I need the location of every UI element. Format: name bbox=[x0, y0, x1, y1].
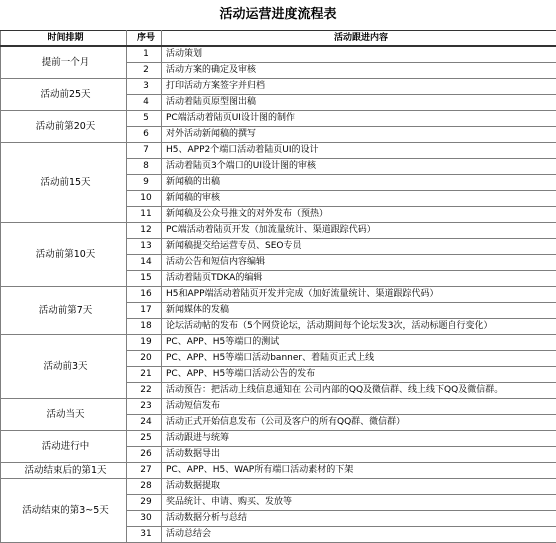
activity-content-cell: PC、APP、H5等端口活动公告的发布 bbox=[162, 367, 556, 383]
table-row bbox=[1, 399, 556, 415]
time-period-cell: 活动前25天 bbox=[1, 79, 127, 111]
activity-content-cell: H5、APP2个端口活动着陆页UI的设计 bbox=[162, 143, 556, 159]
sequence-number-cell: 9 bbox=[127, 175, 162, 191]
activity-content-cell: 活动策划 bbox=[162, 46, 556, 63]
sequence-number-cell: 26 bbox=[127, 447, 162, 463]
sequence-number-cell: 24 bbox=[127, 415, 162, 431]
time-period-cell: 活动前第20天 bbox=[1, 111, 127, 143]
table-row bbox=[1, 46, 556, 63]
sequence-number-cell: 27 bbox=[127, 463, 162, 479]
activity-content-cell: PC、APP、H5等端口活动banner、着陆页正式上线 bbox=[162, 351, 556, 367]
sequence-number-cell: 20 bbox=[127, 351, 162, 367]
activity-content-cell: 新闻媒体的发稿 bbox=[162, 303, 556, 319]
sequence-number-cell: 25 bbox=[127, 431, 162, 447]
activity-content-cell: PC端活动着陆页UI设计图的制作 bbox=[162, 111, 556, 127]
sequence-number-cell: 21 bbox=[127, 367, 162, 383]
activity-content-cell: 新闻稿及公众号推文的对外发布（预热） bbox=[162, 207, 556, 223]
time-period-cell: 活动前15天 bbox=[1, 143, 127, 223]
activity-content-cell: PC、APP、H5等端口的测试 bbox=[162, 335, 556, 351]
sequence-number-cell: 6 bbox=[127, 127, 162, 143]
sequence-number-cell: 10 bbox=[127, 191, 162, 207]
table-body bbox=[1, 46, 556, 543]
sequence-number-cell: 7 bbox=[127, 143, 162, 159]
sequence-number-cell: 1 bbox=[127, 46, 162, 63]
page-title: 活动运营进度流程表 bbox=[0, 0, 556, 30]
activity-content-cell: 新闻稿的出稿 bbox=[162, 175, 556, 191]
activity-content-cell: 活动公告和短信内容编辑 bbox=[162, 255, 556, 271]
activity-content-cell: 活动总结会 bbox=[162, 527, 556, 543]
activity-content-cell: PC、APP、H5、WAP所有端口活动素材的下架 bbox=[162, 463, 556, 479]
activity-content-cell: 活动数据导出 bbox=[162, 447, 556, 463]
sequence-number-cell: 30 bbox=[127, 511, 162, 527]
sequence-number-cell: 29 bbox=[127, 495, 162, 511]
sequence-number-cell: 2 bbox=[127, 63, 162, 79]
activity-content-cell: 奖品统计、申请、购买、发放等 bbox=[162, 495, 556, 511]
table-row bbox=[1, 335, 556, 351]
header-number: 序号 bbox=[127, 31, 162, 47]
sequence-number-cell: 15 bbox=[127, 271, 162, 287]
activity-content-cell: 打印活动方案签字并归档 bbox=[162, 79, 556, 95]
activity-content-cell: 活动正式开始信息发布（公司及客户的所有QQ群、微信群） bbox=[162, 415, 556, 431]
sequence-number-cell: 23 bbox=[127, 399, 162, 415]
activity-content-cell: 活动方案的确定及审核 bbox=[162, 63, 556, 79]
activity-content-cell: 新闻稿的审核 bbox=[162, 191, 556, 207]
sequence-number-cell: 11 bbox=[127, 207, 162, 223]
sequence-number-cell: 4 bbox=[127, 95, 162, 111]
sequence-number-cell: 31 bbox=[127, 527, 162, 543]
sequence-number-cell: 22 bbox=[127, 383, 162, 399]
activity-content-cell: 活动着陆页3个端口的UI设计图的审核 bbox=[162, 159, 556, 175]
table-row bbox=[1, 287, 556, 303]
schedule-table bbox=[0, 30, 556, 543]
activity-content-cell: 活动着陆页TDKA的编辑 bbox=[162, 271, 556, 287]
activity-content-cell: 论坛活动帖的发布（5个网贷论坛，活动期间每个论坛发3次，活动标题自行变化） bbox=[162, 319, 556, 335]
time-period-cell: 活动前第7天 bbox=[1, 287, 127, 335]
sequence-number-cell: 12 bbox=[127, 223, 162, 239]
header-time: 时间排期 bbox=[1, 31, 127, 47]
table-row bbox=[1, 463, 556, 479]
sequence-number-cell: 8 bbox=[127, 159, 162, 175]
sequence-number-cell: 3 bbox=[127, 79, 162, 95]
sequence-number-cell: 18 bbox=[127, 319, 162, 335]
activity-content-cell: H5和APP端活动着陆页开发并完成（加好流量统计、渠道跟踪代码） bbox=[162, 287, 556, 303]
activity-content-cell: 活动数据分析与总结 bbox=[162, 511, 556, 527]
header-content: 活动跟进内容 bbox=[162, 31, 556, 47]
sequence-number-cell: 28 bbox=[127, 479, 162, 495]
time-period-cell: 活动结束后的第1天 bbox=[1, 463, 127, 479]
sequence-number-cell: 16 bbox=[127, 287, 162, 303]
time-period-cell: 提前一个月 bbox=[1, 46, 127, 79]
sequence-number-cell: 13 bbox=[127, 239, 162, 255]
time-period-cell: 活动结束的第3~5天 bbox=[1, 479, 127, 543]
sequence-number-cell: 14 bbox=[127, 255, 162, 271]
sequence-number-cell: 5 bbox=[127, 111, 162, 127]
time-period-cell: 活动进行中 bbox=[1, 431, 127, 463]
table-row bbox=[1, 111, 556, 127]
activity-content-cell: 新闻稿提交给运营专员、SEO专员 bbox=[162, 239, 556, 255]
activity-content-cell: PC端活动着陆页开发（加流量统计、渠道跟踪代码） bbox=[162, 223, 556, 239]
table-header-row bbox=[1, 31, 556, 47]
time-period-cell: 活动当天 bbox=[1, 399, 127, 431]
activity-content-cell: 活动跟进与统筹 bbox=[162, 431, 556, 447]
table-row bbox=[1, 431, 556, 447]
table-row bbox=[1, 79, 556, 95]
sequence-number-cell: 19 bbox=[127, 335, 162, 351]
activity-content-cell: 活动数据提取 bbox=[162, 479, 556, 495]
table-row bbox=[1, 479, 556, 495]
activity-content-cell: 活动预告：把活动上线信息通知在 公司内部的QQ及微信群、线上线下QQ及微信群。 bbox=[162, 383, 556, 399]
table-row bbox=[1, 223, 556, 239]
time-period-cell: 活动前3天 bbox=[1, 335, 127, 399]
activity-content-cell: 活动着陆页原型图出稿 bbox=[162, 95, 556, 111]
sequence-number-cell: 17 bbox=[127, 303, 162, 319]
table-row bbox=[1, 143, 556, 159]
activity-content-cell: 活动短信发布 bbox=[162, 399, 556, 415]
time-period-cell: 活动前第10天 bbox=[1, 223, 127, 287]
activity-content-cell: 对外活动新闻稿的撰写 bbox=[162, 127, 556, 143]
